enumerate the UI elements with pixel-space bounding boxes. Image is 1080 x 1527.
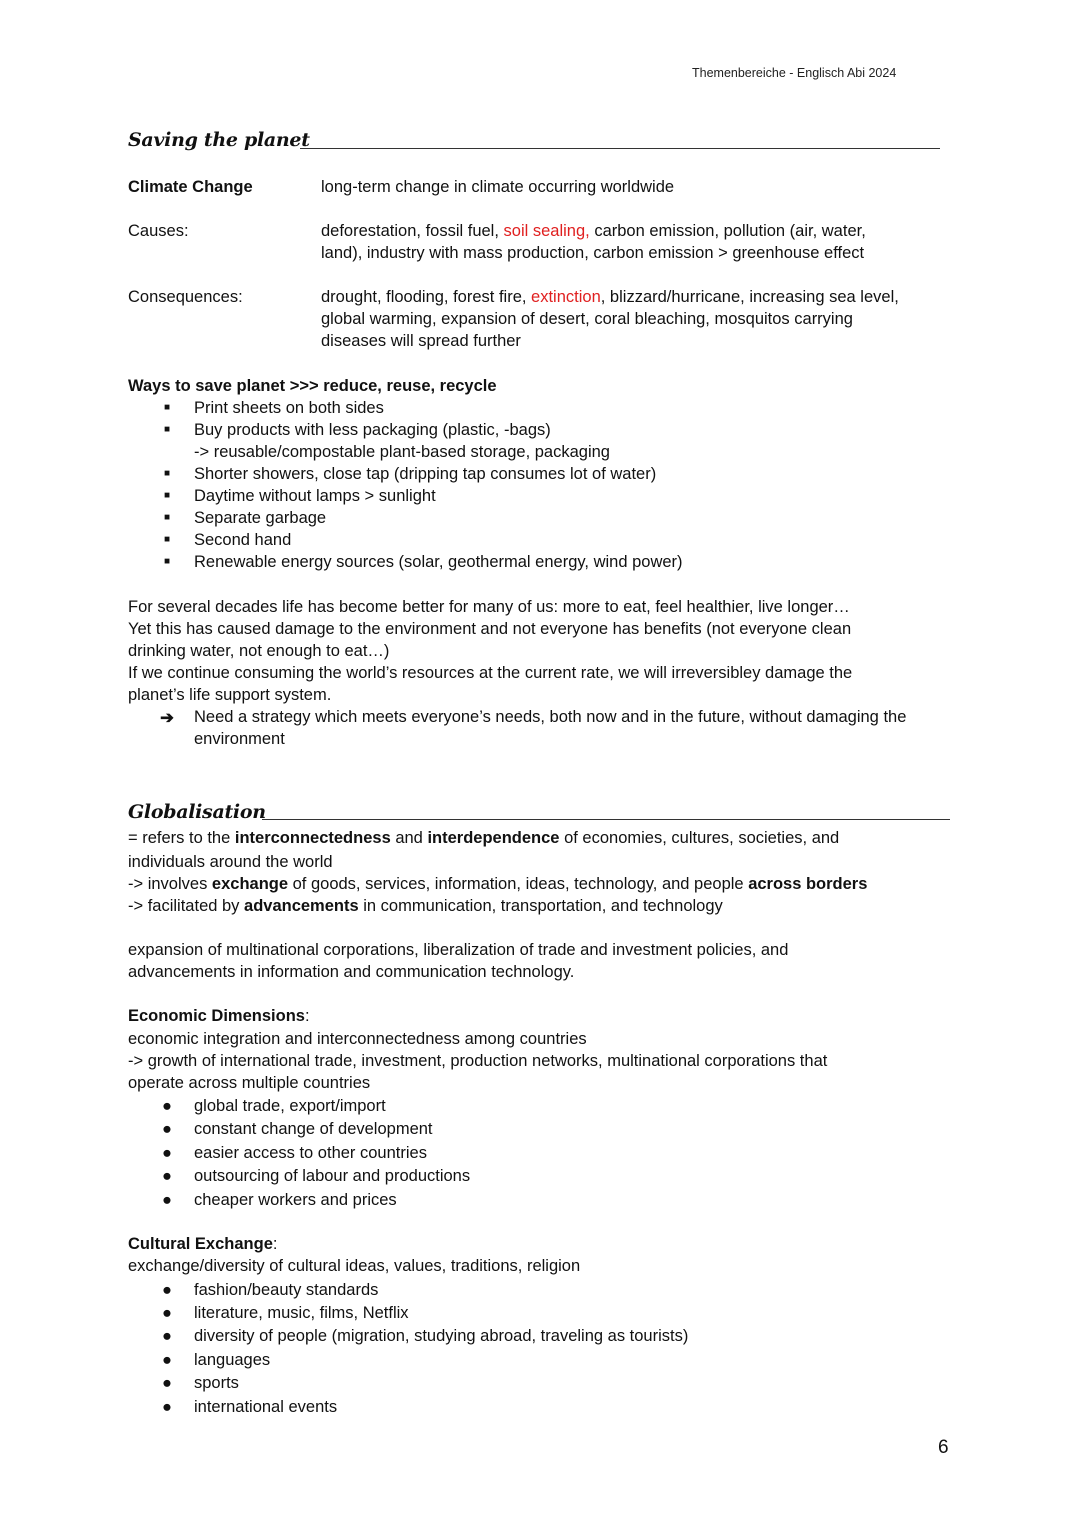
list-item: literature, music, films, Netflix <box>194 1304 409 1322</box>
causes-line-1: deforestation, fossil fuel, soil sealing, carbon emission, pollution (air, water, <box>321 222 866 240</box>
list-item: Second hand <box>194 531 292 549</box>
list-item: Shorter showers, close tap (dripping tap consumes lot of water) <box>194 465 657 483</box>
consequences-line-2: global warming, expansion of desert, coral bleaching, mosquitos carrying <box>321 310 853 328</box>
economic-line-2: -> growth of international trade, investment, production networks, multinational corporations that <box>128 1052 828 1070</box>
square-bullet-icon: ■ <box>163 490 171 501</box>
list-item: diversity of people (migration, studying abroad, traveling as tourists) <box>194 1327 689 1345</box>
bullet-icon: ● <box>162 1144 172 1162</box>
section-title-saving-planet: Saving the planet <box>128 129 310 151</box>
highlight-soil-sealing: soil sealing, <box>503 222 590 240</box>
paragraph-line: Yet this has caused damage to the environment and not everyone has benefits (not everyone clean <box>128 620 852 638</box>
square-bullet-icon: ■ <box>163 424 171 435</box>
strategy-line-2: environment <box>194 730 285 748</box>
list-item-continuation: -> reusable/compostable plant-based storage, packaging <box>194 443 610 461</box>
economic-line-1: economic integration and interconnectedness among countries <box>128 1030 587 1048</box>
economic-heading: Economic Dimensions: <box>128 1007 310 1025</box>
bullet-icon: ● <box>162 1281 172 1299</box>
strategy-line-1: Need a strategy which meets everyone’s needs, both now and in the future, without damaging the <box>194 708 907 726</box>
ways-heading: Ways to save planet >>> reduce, reuse, recycle <box>128 377 497 395</box>
globalisation-definition-line-2: individuals around the world <box>128 853 333 871</box>
section-title-globalisation: Globalisation <box>128 801 266 823</box>
bullet-icon: ● <box>162 1191 172 1209</box>
bullet-icon: ● <box>162 1304 172 1322</box>
list-item: Buy products with less packaging (plastic, -bags) <box>194 421 551 439</box>
paragraph-line: If we continue consuming the world’s resources at the current rate, we will irreversibley damage the <box>128 664 853 682</box>
globalisation-definition-line-1: = refers to the interconnectedness and interdependence of economies, cultures, societies, and <box>128 829 840 847</box>
square-bullet-icon: ■ <box>163 534 171 545</box>
square-bullet-icon: ■ <box>163 556 171 567</box>
globalisation-definition-line-4: -> facilitated by advancements in communication, transportation, and technology <box>128 897 723 915</box>
bullet-icon: ● <box>162 1327 172 1345</box>
bullet-icon: ● <box>162 1351 172 1369</box>
expansion-line-1: expansion of multinational corporations, liberalization of trade and investment policies, and <box>128 941 789 959</box>
bullet-icon: ● <box>162 1167 172 1185</box>
bullet-icon: ● <box>162 1374 172 1392</box>
cultural-heading: Cultural Exchange: <box>128 1235 278 1253</box>
square-bullet-icon: ■ <box>163 512 171 523</box>
list-item: easier access to other countries <box>194 1144 427 1162</box>
paragraph-line: drinking water, not enough to eat…) <box>128 642 390 660</box>
list-item: international events <box>194 1398 338 1416</box>
square-bullet-icon: ■ <box>163 402 171 413</box>
list-item: cheaper workers and prices <box>194 1191 397 1209</box>
document-header: Themenbereiche - Englisch Abi 2024 <box>692 66 897 80</box>
arrow-right-icon: ➔ <box>160 709 174 727</box>
list-item: global trade, export/import <box>194 1097 386 1115</box>
list-item: Separate garbage <box>194 509 327 527</box>
list-item: Daytime without lamps > sunlight <box>194 487 436 505</box>
causes-line-2: land), industry with mass production, carbon emission > greenhouse effect <box>321 244 865 262</box>
causes-label: Causes: <box>128 222 189 240</box>
paragraph-line: planet’s life support system. <box>128 686 332 704</box>
climate-change-label: Climate Change <box>128 178 253 196</box>
paragraph-line: For several decades life has become better for many of us: more to eat, feel healthier, live longer… <box>128 598 850 616</box>
list-item: outsourcing of labour and productions <box>194 1167 471 1185</box>
consequences-label: Consequences: <box>128 288 243 306</box>
list-item: fashion/beauty standards <box>194 1281 379 1299</box>
expansion-line-2: advancements in information and communication technology. <box>128 963 575 981</box>
list-item: languages <box>194 1351 271 1369</box>
list-item: Renewable energy sources (solar, geothermal energy, wind power) <box>194 553 683 571</box>
cultural-line-1: exchange/diversity of cultural ideas, values, traditions, religion <box>128 1257 581 1275</box>
consequences-line-1: drought, flooding, forest fire, extinction, blizzard/hurricane, increasing sea level, <box>321 288 899 306</box>
bullet-icon: ● <box>162 1097 172 1115</box>
list-item: constant change of development <box>194 1120 433 1138</box>
economic-line-3: operate across multiple countries <box>128 1074 371 1092</box>
page-number: 6 <box>938 1437 949 1458</box>
list-item: sports <box>194 1374 239 1392</box>
square-bullet-icon: ■ <box>163 468 171 479</box>
globalisation-definition-line-3: -> involves exchange of goods, services, information, ideas, technology, and people across borders <box>128 875 868 893</box>
bullet-icon: ● <box>162 1398 172 1416</box>
list-item: Print sheets on both sides <box>194 399 384 417</box>
consequences-line-3: diseases will spread further <box>321 332 521 350</box>
title-underline <box>262 819 950 820</box>
title-underline <box>300 148 940 149</box>
bullet-icon: ● <box>162 1120 172 1138</box>
highlight-extinction: extinction <box>531 288 601 306</box>
climate-change-definition: long-term change in climate occurring worldwide <box>321 178 675 196</box>
